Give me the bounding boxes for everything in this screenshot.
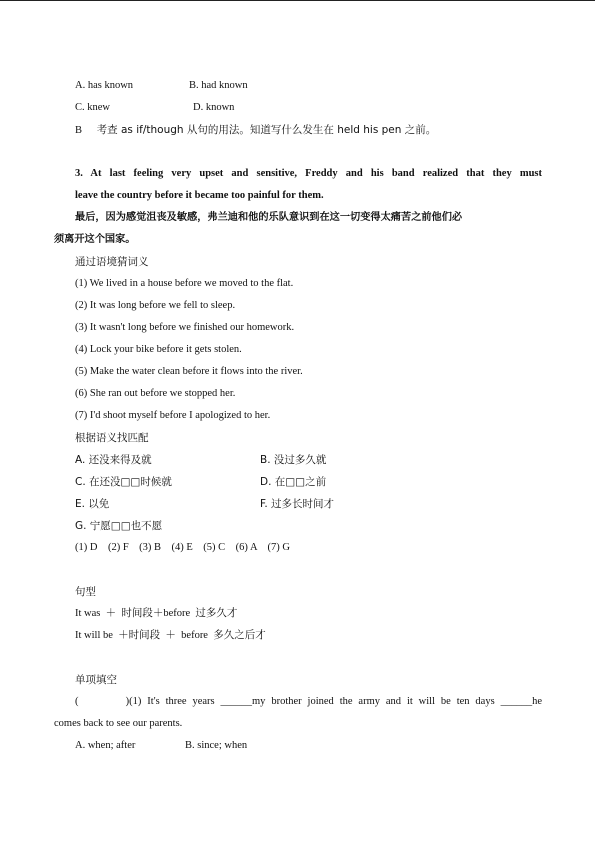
- match-option-b: B. 没过多久就: [260, 454, 327, 466]
- pattern-line2: It will be ＋时间段 ＋ before 多久之后才: [75, 630, 266, 641]
- context-item: (5) Make the water clean before it flows into the river.: [75, 366, 303, 377]
- q2-option-b: B. had known: [189, 80, 248, 91]
- context-heading: 通过语境猜词义: [75, 256, 149, 268]
- single-choice-q1-line1: ( )(1) It's three years ______my brother joined the army and it will be ten days ______he: [75, 696, 542, 707]
- match-option-f: F. 过多长时间才: [260, 498, 335, 510]
- q2-answer-explanation: 考查 as if/though 从句的用法。知道写什么发生在 held his pen 之前。: [96, 124, 437, 136]
- page-top-rule: [0, 0, 595, 1]
- match-option-c: C. 在还没□□时候就: [75, 476, 172, 488]
- context-item: (7) I'd shoot myself before I apologized to her.: [75, 410, 271, 421]
- pattern-line1: It was ＋ 时间段＋before 过多久才: [75, 608, 238, 619]
- match-option-a: A. 还没来得及就: [75, 454, 152, 466]
- context-item: (3) It wasn't long before we finished our homework.: [75, 322, 295, 333]
- match-answers: (1) D (2) F (3) B (4) E (5) C (6) A (7) G: [75, 542, 290, 553]
- pattern-heading: 句型: [75, 586, 96, 598]
- context-item: (4) Lock your bike before it gets stolen.: [75, 344, 242, 355]
- single-choice-q1-line2: comes back to see our parents.: [54, 718, 183, 729]
- q2-option-a: A. has known: [75, 80, 134, 91]
- match-heading: 根据语义找匹配: [75, 432, 149, 444]
- q3-translation-line2: 须离开这个国家。: [54, 234, 136, 245]
- q2-answer: [75, 123, 436, 138]
- match-option-g: G. 宁愿□□也不愿: [75, 520, 163, 532]
- match-option-d: D. 在□□之前: [260, 476, 327, 488]
- q2-option-c: C. knew: [75, 102, 110, 113]
- single-choice-option-a: A. when; after: [75, 740, 136, 751]
- q3-sentence-line1: 3. At last feeling very upset and sensitive, Freddy and his band realized that they must: [75, 168, 542, 179]
- context-item: (2) It was long before we fell to sleep.: [75, 300, 236, 311]
- single-choice-heading: 单项填空: [75, 674, 117, 686]
- q2-answer-letter: B: [75, 125, 83, 136]
- single-choice-option-b: B. since; when: [185, 740, 248, 751]
- q3-sentence-line2: leave the country before it became too painful for them.: [75, 190, 324, 201]
- context-item: (6) She ran out before we stopped her.: [75, 388, 236, 399]
- context-item: (1) We lived in a house before we moved to the flat.: [75, 278, 294, 289]
- q2-option-d: D. known: [193, 102, 235, 113]
- q3-translation-line1: 最后，因为感觉沮丧及敏感，弗兰迪和他的乐队意识到在这一切变得太痛苦之前他们必: [75, 212, 463, 223]
- match-option-e: E. 以免: [75, 498, 110, 510]
